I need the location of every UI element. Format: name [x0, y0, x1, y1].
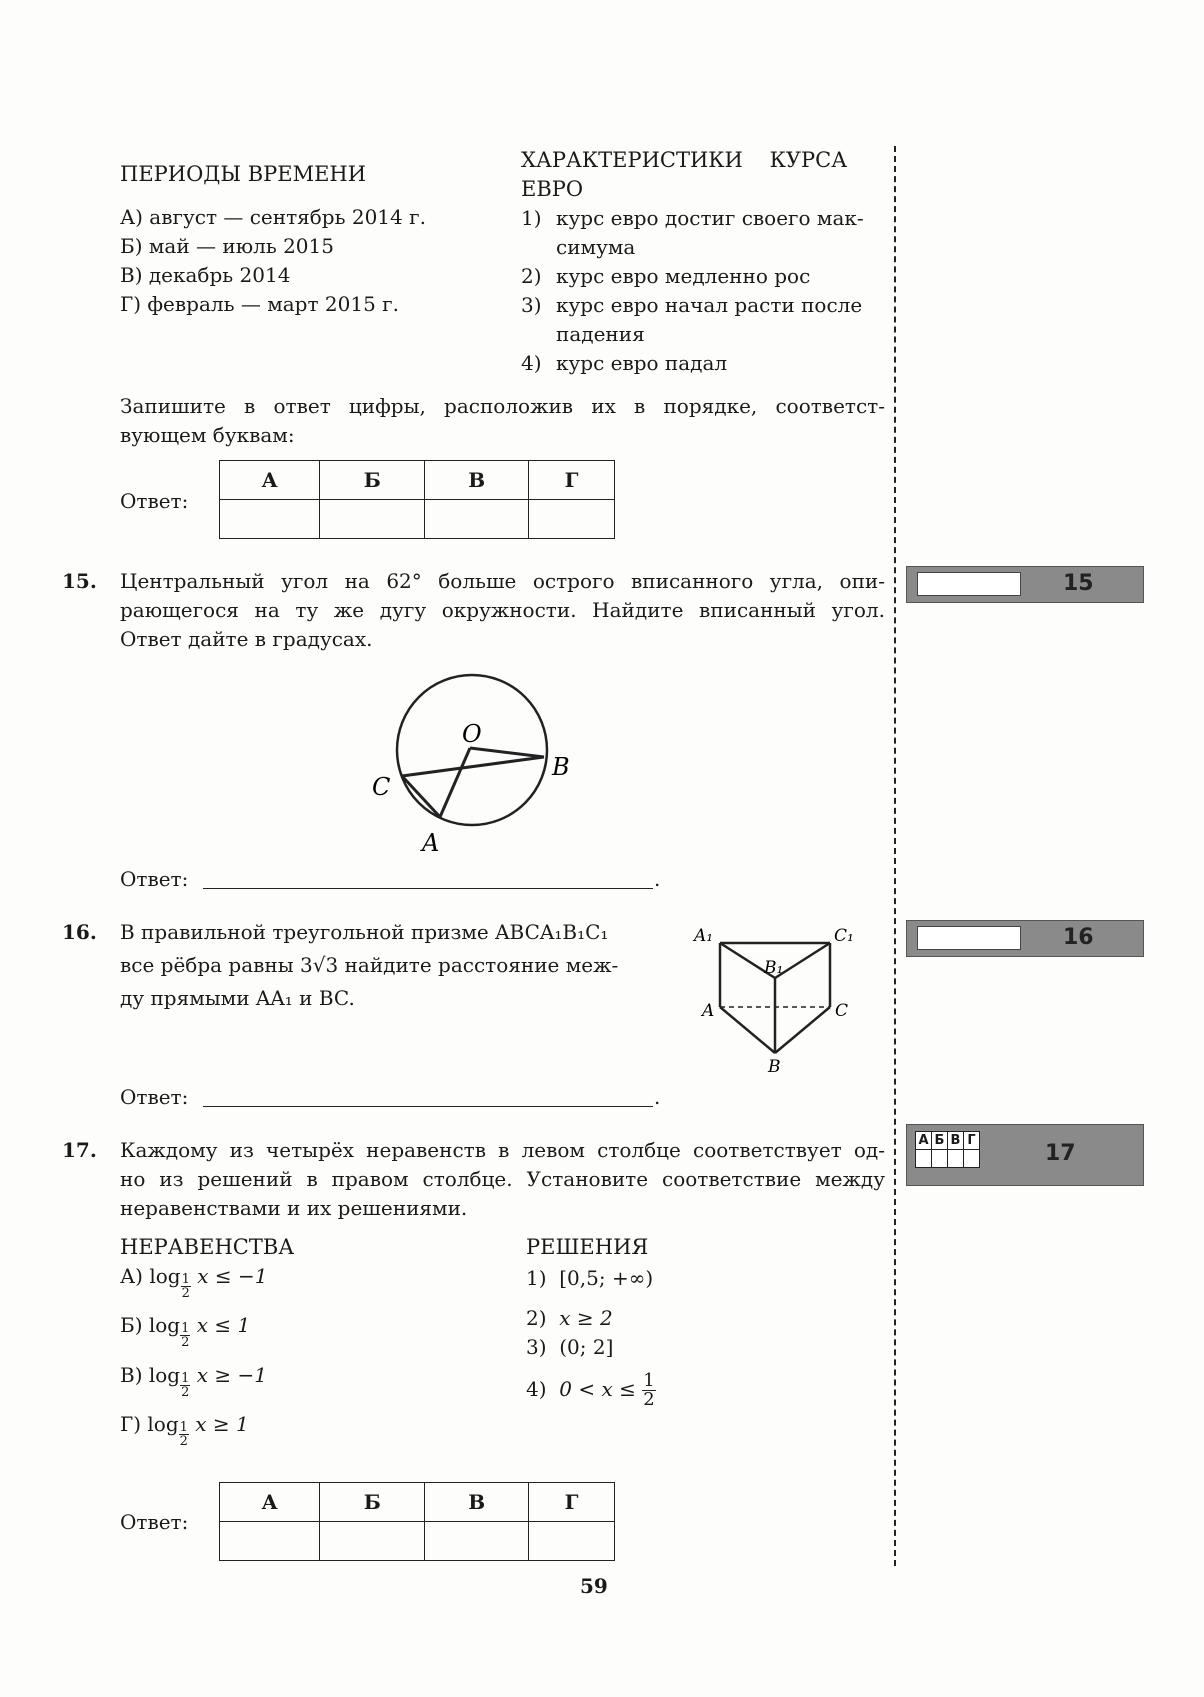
ineq-b-rest: x ≤ 1 [196, 1313, 251, 1337]
margin-number-16: 16 [1063, 925, 1094, 950]
answer17-col-a: А [220, 1483, 320, 1522]
answer14-col-d: Г [529, 461, 615, 500]
task17-line2: но из решений в правом столбце. Установите соответствие между [120, 1167, 885, 1191]
circle-figure [360, 665, 590, 865]
characteristics-header-2: ЕВРО [521, 177, 584, 201]
sol-4-text: 0 < x ≤ [559, 1377, 636, 1401]
label-o: O [462, 720, 482, 748]
ineq-b-log: log [148, 1313, 181, 1337]
label-c: C [372, 773, 391, 801]
ineq-c-base-den: 2 [181, 1385, 190, 1400]
sol-2-text: x ≥ 2 [559, 1306, 613, 1330]
edge-cb [775, 1007, 830, 1053]
char-3-line1: курс евро начал расти после [556, 293, 863, 317]
segment-ob [470, 748, 544, 757]
margin-grid-17 [915, 1131, 980, 1168]
segment-cb [402, 757, 544, 776]
ineq-d-rest: x ≥ 1 [195, 1412, 249, 1436]
ineq-a-log: log [149, 1264, 181, 1288]
cut-line [894, 146, 896, 1566]
label-c1: C₁ [834, 926, 854, 946]
answer17-col-d: Г [529, 1483, 615, 1522]
task15-line2: рающегося на ту же дугу окружности. Найдите вписанный угол. [120, 598, 885, 622]
sol-2-num: 2) [526, 1306, 547, 1330]
period-c: В) декабрь 2014 [120, 263, 291, 287]
ineq-a-rest: x ≤ −1 [197, 1264, 268, 1288]
answer16-end: . [654, 1085, 661, 1109]
solution-4 [526, 1372, 656, 1409]
circle [397, 675, 547, 825]
inequality-b [120, 1311, 250, 1349]
margin17-letter-b: Б [932, 1132, 948, 1150]
period-b: Б) май — июль 2015 [120, 234, 334, 258]
task17-line1: Каждому из четырёх неравенств в левом столбце соответствует од- [120, 1138, 885, 1162]
solution-1 [526, 1264, 653, 1293]
sol-4-frac-den: 2 [643, 1389, 655, 1410]
answer15-end: . [654, 867, 661, 891]
solution-2 [526, 1304, 613, 1333]
ineq-b-base-den: 2 [181, 1335, 190, 1350]
char-4-num: 4) [521, 351, 542, 375]
sol-3-text: (0; 2] [559, 1335, 614, 1359]
char-2-num: 2) [521, 264, 542, 288]
answer17-table [219, 1482, 615, 1561]
task15-number: 15. [62, 569, 97, 593]
margin-box-17 [906, 1124, 1144, 1186]
sol-1-text: [0,5; +∞) [559, 1266, 654, 1290]
ineq-c-base-num: 1 [181, 1371, 190, 1386]
edge-ab [720, 1007, 775, 1053]
inequality-c [120, 1361, 267, 1399]
label-a1: A₁ [694, 926, 714, 946]
margin17-cell-c[interactable] [948, 1150, 964, 1168]
task16-line1: В правильной треугольной призме ABCA₁B₁C₁ [120, 920, 609, 944]
margin-number-17: 17 [1045, 1141, 1076, 1166]
char-3-num: 3) [521, 293, 542, 317]
answer15-label: Ответ: [120, 867, 189, 891]
answer14-table [219, 460, 615, 539]
ineq-c-letter: В) [120, 1363, 143, 1387]
ineq-d-letter: Г) [120, 1412, 142, 1436]
answer14-label: Ответ: [120, 489, 189, 513]
task16-number: 16. [62, 920, 97, 944]
answer14-cell-c[interactable] [425, 500, 529, 539]
answer14-cell-a[interactable] [220, 500, 320, 539]
answer14-cell-d[interactable] [529, 500, 615, 539]
task16-line2: все рёбра равны 3√3 найдите расстояние меж- [120, 953, 619, 977]
answer17-col-c: В [425, 1483, 529, 1522]
answer17-cell-d[interactable] [529, 1522, 615, 1561]
segment-ca [402, 776, 440, 817]
answer14-col-b: Б [320, 461, 425, 500]
label-b1: B₁ [764, 958, 784, 978]
sol-4-num: 4) [526, 1377, 547, 1401]
margin-box-16 [906, 920, 1144, 957]
margin-box-15 [906, 566, 1144, 603]
label-prism-b: B [768, 1057, 781, 1075]
char-2-line1: курс евро медленно рос [556, 264, 811, 288]
ineq-b-letter: Б) [120, 1313, 143, 1337]
answer17-label: Ответ: [120, 1510, 189, 1534]
answer17-cell-b[interactable] [320, 1522, 425, 1561]
task17-number: 17. [62, 1138, 97, 1162]
answer14-col-a: А [220, 461, 320, 500]
sol-1-num: 1) [526, 1266, 547, 1290]
ineq-b-base-num: 1 [181, 1321, 190, 1336]
task15-line3: Ответ дайте в градусах. [120, 627, 373, 651]
ineq-a-base-den: 2 [181, 1286, 190, 1301]
instruction-line2: вующем буквам: [120, 423, 295, 447]
period-a: А) август — сентябрь 2014 г. [120, 205, 426, 229]
ineq-d-base-den: 2 [179, 1434, 188, 1449]
margin-answer-15[interactable] [917, 572, 1021, 596]
ineq-c-rest: x ≥ −1 [196, 1363, 267, 1387]
instruction-line1: Запишите в ответ цифры, расположив их в порядке, соответст- [120, 394, 885, 418]
label-prism-a: A [702, 1001, 715, 1021]
task16-line3: ду прямыми AA₁ и BC. [120, 986, 355, 1010]
char-1-line1: курс евро достиг своего мак- [556, 206, 864, 230]
solution-3 [526, 1333, 613, 1362]
margin17-cell-a[interactable] [916, 1150, 932, 1168]
periods-header: ПЕРИОДЫ ВРЕМЕНИ [120, 162, 367, 186]
page-number: 59 [580, 1574, 608, 1598]
label-a: A [422, 829, 440, 857]
ineq-d-log: log [147, 1412, 179, 1436]
answer14-col-c: В [425, 461, 529, 500]
inequality-d [120, 1410, 249, 1448]
margin17-cell-b[interactable] [932, 1150, 948, 1168]
ineq-d-base-num: 1 [179, 1420, 188, 1435]
answer14-cell-b[interactable] [320, 500, 425, 539]
margin17-letter-d: Г [964, 1132, 980, 1150]
char-1-line2: симума [556, 235, 636, 259]
margin17-letter-a: А [916, 1132, 932, 1150]
segment-oa [440, 748, 470, 817]
sol-4-frac-num: 1 [643, 1370, 655, 1391]
answer17-cell-c[interactable] [425, 1522, 529, 1561]
task15-line1: Центральный угол на 62° больше острого вписанного угла, опи- [120, 569, 885, 593]
characteristics-header: ХАРАКТЕРИСТИКИ КУРСА [521, 148, 848, 172]
answer17-col-b: Б [320, 1483, 425, 1522]
inequality-a [120, 1262, 267, 1300]
label-prism-c: C [835, 1001, 849, 1021]
sol-3-num: 3) [526, 1335, 547, 1359]
margin-answer-16[interactable] [917, 926, 1021, 950]
label-b: B [552, 753, 570, 781]
inequalities-header: НЕРАВЕНСТВА [120, 1235, 295, 1259]
char-4-line1: курс евро падал [556, 351, 728, 375]
margin17-cell-d[interactable] [964, 1150, 980, 1168]
prism-figure [690, 915, 870, 1075]
char-3-line2: падения [556, 322, 645, 346]
margin-number-15: 15 [1063, 571, 1094, 596]
ineq-a-letter: А) [120, 1264, 143, 1288]
ineq-a-base-num: 1 [181, 1272, 190, 1287]
ineq-c-log: log [148, 1363, 181, 1387]
margin17-letter-c: В [948, 1132, 964, 1150]
answer16-label: Ответ: [120, 1085, 189, 1109]
char-1-num: 1) [521, 206, 542, 230]
solutions-header: РЕШЕНИЯ [526, 1235, 649, 1259]
answer15-field[interactable] [203, 888, 653, 889]
period-d: Г) февраль — март 2015 г. [120, 292, 399, 316]
answer17-cell-a[interactable] [220, 1522, 320, 1561]
task17-line3: неравенствами и их решениями. [120, 1196, 468, 1220]
answer16-field[interactable] [203, 1106, 653, 1107]
